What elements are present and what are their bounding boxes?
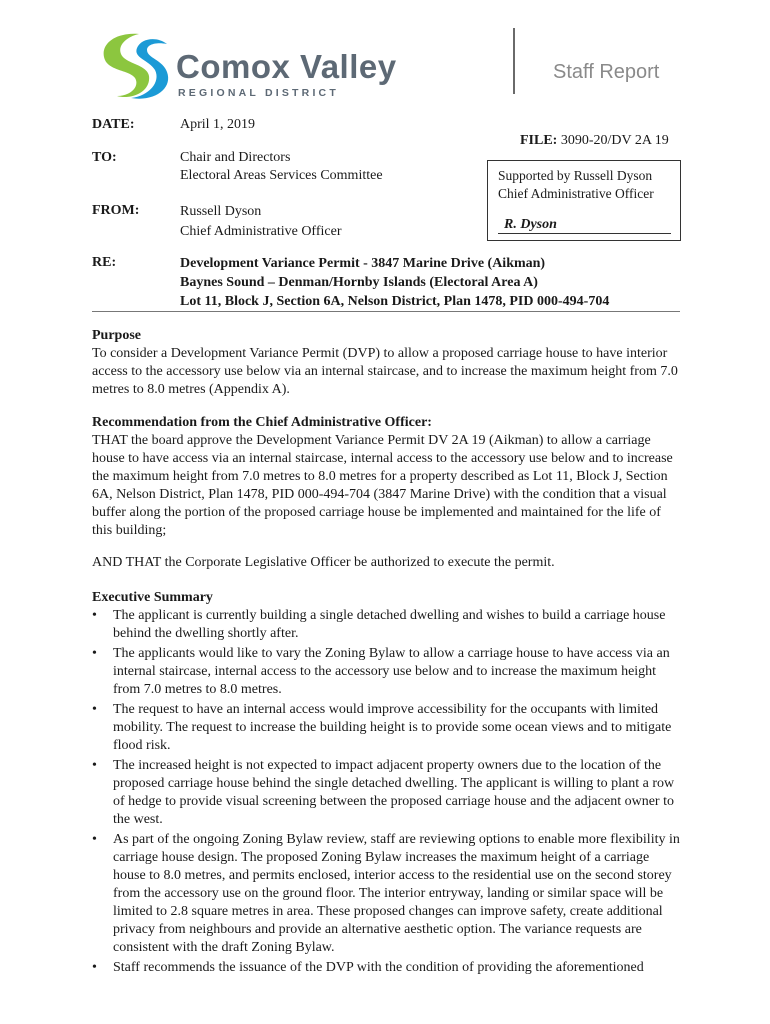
summary-bullet: [92, 607, 682, 643]
report-type: Staff Report: [553, 61, 660, 83]
signature: R. Dyson: [504, 217, 557, 232]
to-line-2: Electoral Areas Services Committee: [180, 168, 383, 183]
header-rule: [92, 311, 680, 312]
purpose-text: To consider a Development Variance Permit (DVP) to allow a proposed carriage house to have interior access to the accessory use below via an internal staircase, and to increase the maximum height from 7.0 metres to 8.0 metres (Appendix A).: [92, 346, 678, 397]
file-reference: [520, 133, 669, 149]
bullet-marker: •: [92, 960, 97, 975]
bullet-marker: •: [92, 702, 97, 717]
recommendation-authorization: AND THAT the Corporate Legislative Officer be authorized to execute the permit.: [92, 555, 555, 570]
date-value: April 1, 2019: [180, 117, 256, 132]
summary-bullet-text: The increased height is not expected to impact adjacent property owners due to the location of the proposed carriage house behind the single detached dwelling. The applicant is willing to plant a row of hedge to provide visual screening between the proposed carriage house and the adjacent owner to the west.: [113, 758, 675, 827]
file-value: 3090-20/DV 2A 19: [560, 133, 669, 148]
executive-summary-list: [92, 607, 682, 979]
summary-bullet-text: The request to have an internal access would improve accessibility for the occupants with limited mobility. The request to increase the building height is to provide some ocean views and to mitigate flood risk.: [113, 702, 672, 753]
from-line-2: Chief Administrative Officer: [180, 224, 342, 239]
summary-bullet: [92, 645, 682, 699]
org-subtitle: REGIONAL DISTRICT: [178, 87, 339, 99]
purpose-heading: Purpose: [92, 328, 141, 343]
file-label: FILE:: [520, 133, 558, 148]
summary-bullet-text: The applicant is currently building a single detached dwelling and wishes to build a carriage house behind the dwelling shortly after.: [113, 608, 666, 641]
summary-bullet-text: The applicants would like to vary the Zoning Bylaw to allow a carriage house to have access via an internal staircase, internal access to the accessory use below and to increase the maximum height from 7.0 metres to 8.0 metres.: [113, 646, 670, 697]
summary-bullet-text: Staff recommends the issuance of the DVP with the condition of providing the aforementioned: [113, 960, 644, 975]
to-recipients: [180, 149, 383, 185]
bullet-marker: •: [92, 646, 97, 661]
re-line-3: Lot 11, Block J, Section 6A, Nelson District, Plan 1478, PID 000-494-704: [180, 294, 610, 309]
summary-bullet: [92, 757, 682, 829]
date-label: DATE:: [92, 117, 135, 132]
bullet-marker: •: [92, 832, 97, 847]
summary-bullet-text: As part of the ongoing Zoning Bylaw review, staff are reviewing options to enable more flexibility in carriage house design. The proposed Zoning Bylaw increases the maximum height of a carriage house to 8.0 metres, and permits enclosed, interior access to the residential use on the second storey from the accessory use on the ground floor. The interior entryway, landing or similar space will be limited to 2.8 square metres in area. These proposed changes can improve safety, create additional privacy from neighbours and provide an alternative aesthetic option. The variance requests are consistent with the draft Zoning Bylaw.: [113, 832, 680, 955]
signature-line: [498, 233, 671, 234]
supported-by-line-2: Chief Administrative Officer: [498, 186, 654, 201]
summary-bullet: [92, 701, 682, 755]
from-sender: [180, 202, 341, 242]
re-line-2: Baynes Sound – Denman/Hornby Islands (Electoral Area A): [180, 275, 538, 290]
from-label: FROM:: [92, 203, 140, 218]
summary-bullet: [92, 831, 682, 957]
from-line-1: Russell Dyson: [180, 204, 262, 219]
recommendation-text: THAT the board approve the Development Variance Permit DV 2A 19 (Aikman) to allow a carriage house to have access via an internal staircase, internal access to the accessory use below and to increase the maximum height from 7.0 metres to 8.0 metres for a property described as Lot 11, Block J, Section 6A, Nelson District, Plan 1478, PID 000-494-704 (3847 Marine Drive) with the condition that a visual buffer along the portion of the proposed carriage house be implemented and maintained for the life of this building;: [92, 433, 673, 538]
header-divider: [513, 28, 515, 94]
summary-bullet: [92, 959, 682, 977]
supported-by-text: [498, 167, 654, 203]
re-subject: [180, 254, 609, 311]
re-line-1: Development Variance Permit - 3847 Marine Drive (Aikman): [180, 256, 546, 271]
bullet-marker: •: [92, 608, 97, 623]
supported-by-line-1: Supported by Russell Dyson: [498, 168, 653, 183]
supported-by-box: [487, 160, 681, 241]
to-label: TO:: [92, 150, 117, 165]
re-label: RE:: [92, 255, 117, 270]
bullet-marker: •: [92, 758, 97, 773]
recommendation-heading: Recommendation from the Chief Administrative Officer:: [92, 415, 432, 430]
executive-summary-heading: Executive Summary: [92, 590, 213, 605]
org-name: Comox Valley: [176, 48, 397, 85]
to-line-1: Chair and Directors: [180, 150, 291, 165]
